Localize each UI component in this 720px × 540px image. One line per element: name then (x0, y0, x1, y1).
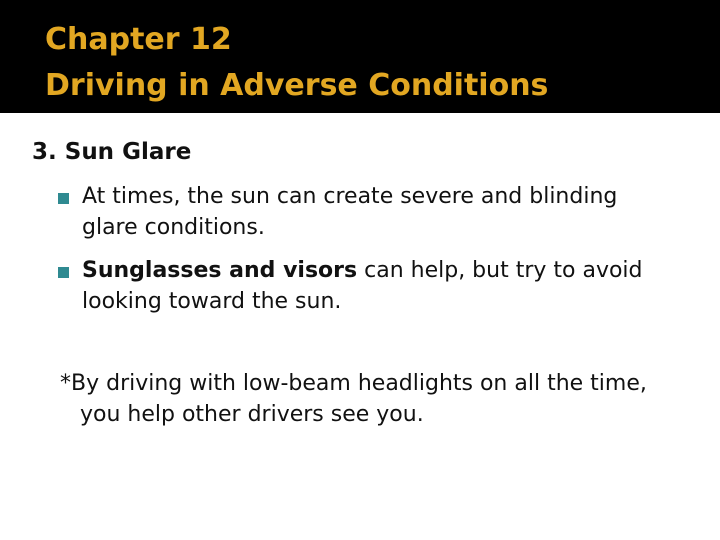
chapter-title: Chapter 12 (45, 22, 232, 57)
bullet-text (82, 181, 672, 243)
chapter-subtitle: Driving in Adverse Conditions (45, 68, 549, 103)
section-heading: 3. Sun Glare (32, 139, 192, 165)
bullet-text-body: At times, the sun can create severe and blinding glare conditions. (82, 184, 618, 240)
square-bullet-icon (58, 267, 69, 278)
note-line-2: you help other drivers see you. (80, 402, 424, 427)
bullet-item (58, 181, 678, 247)
bullet-text (82, 255, 672, 317)
bullet-item (58, 255, 678, 321)
headlight-note (60, 368, 700, 430)
note-line-1: *By driving with low-beam headlights on all the time, (60, 371, 647, 396)
bullet-bold-phrase: Sunglasses and visors (82, 258, 358, 283)
bullet-text-body: can help, but try to avoid looking toward the sun. (82, 258, 643, 314)
title-band (0, 0, 720, 113)
square-bullet-icon (58, 193, 69, 204)
